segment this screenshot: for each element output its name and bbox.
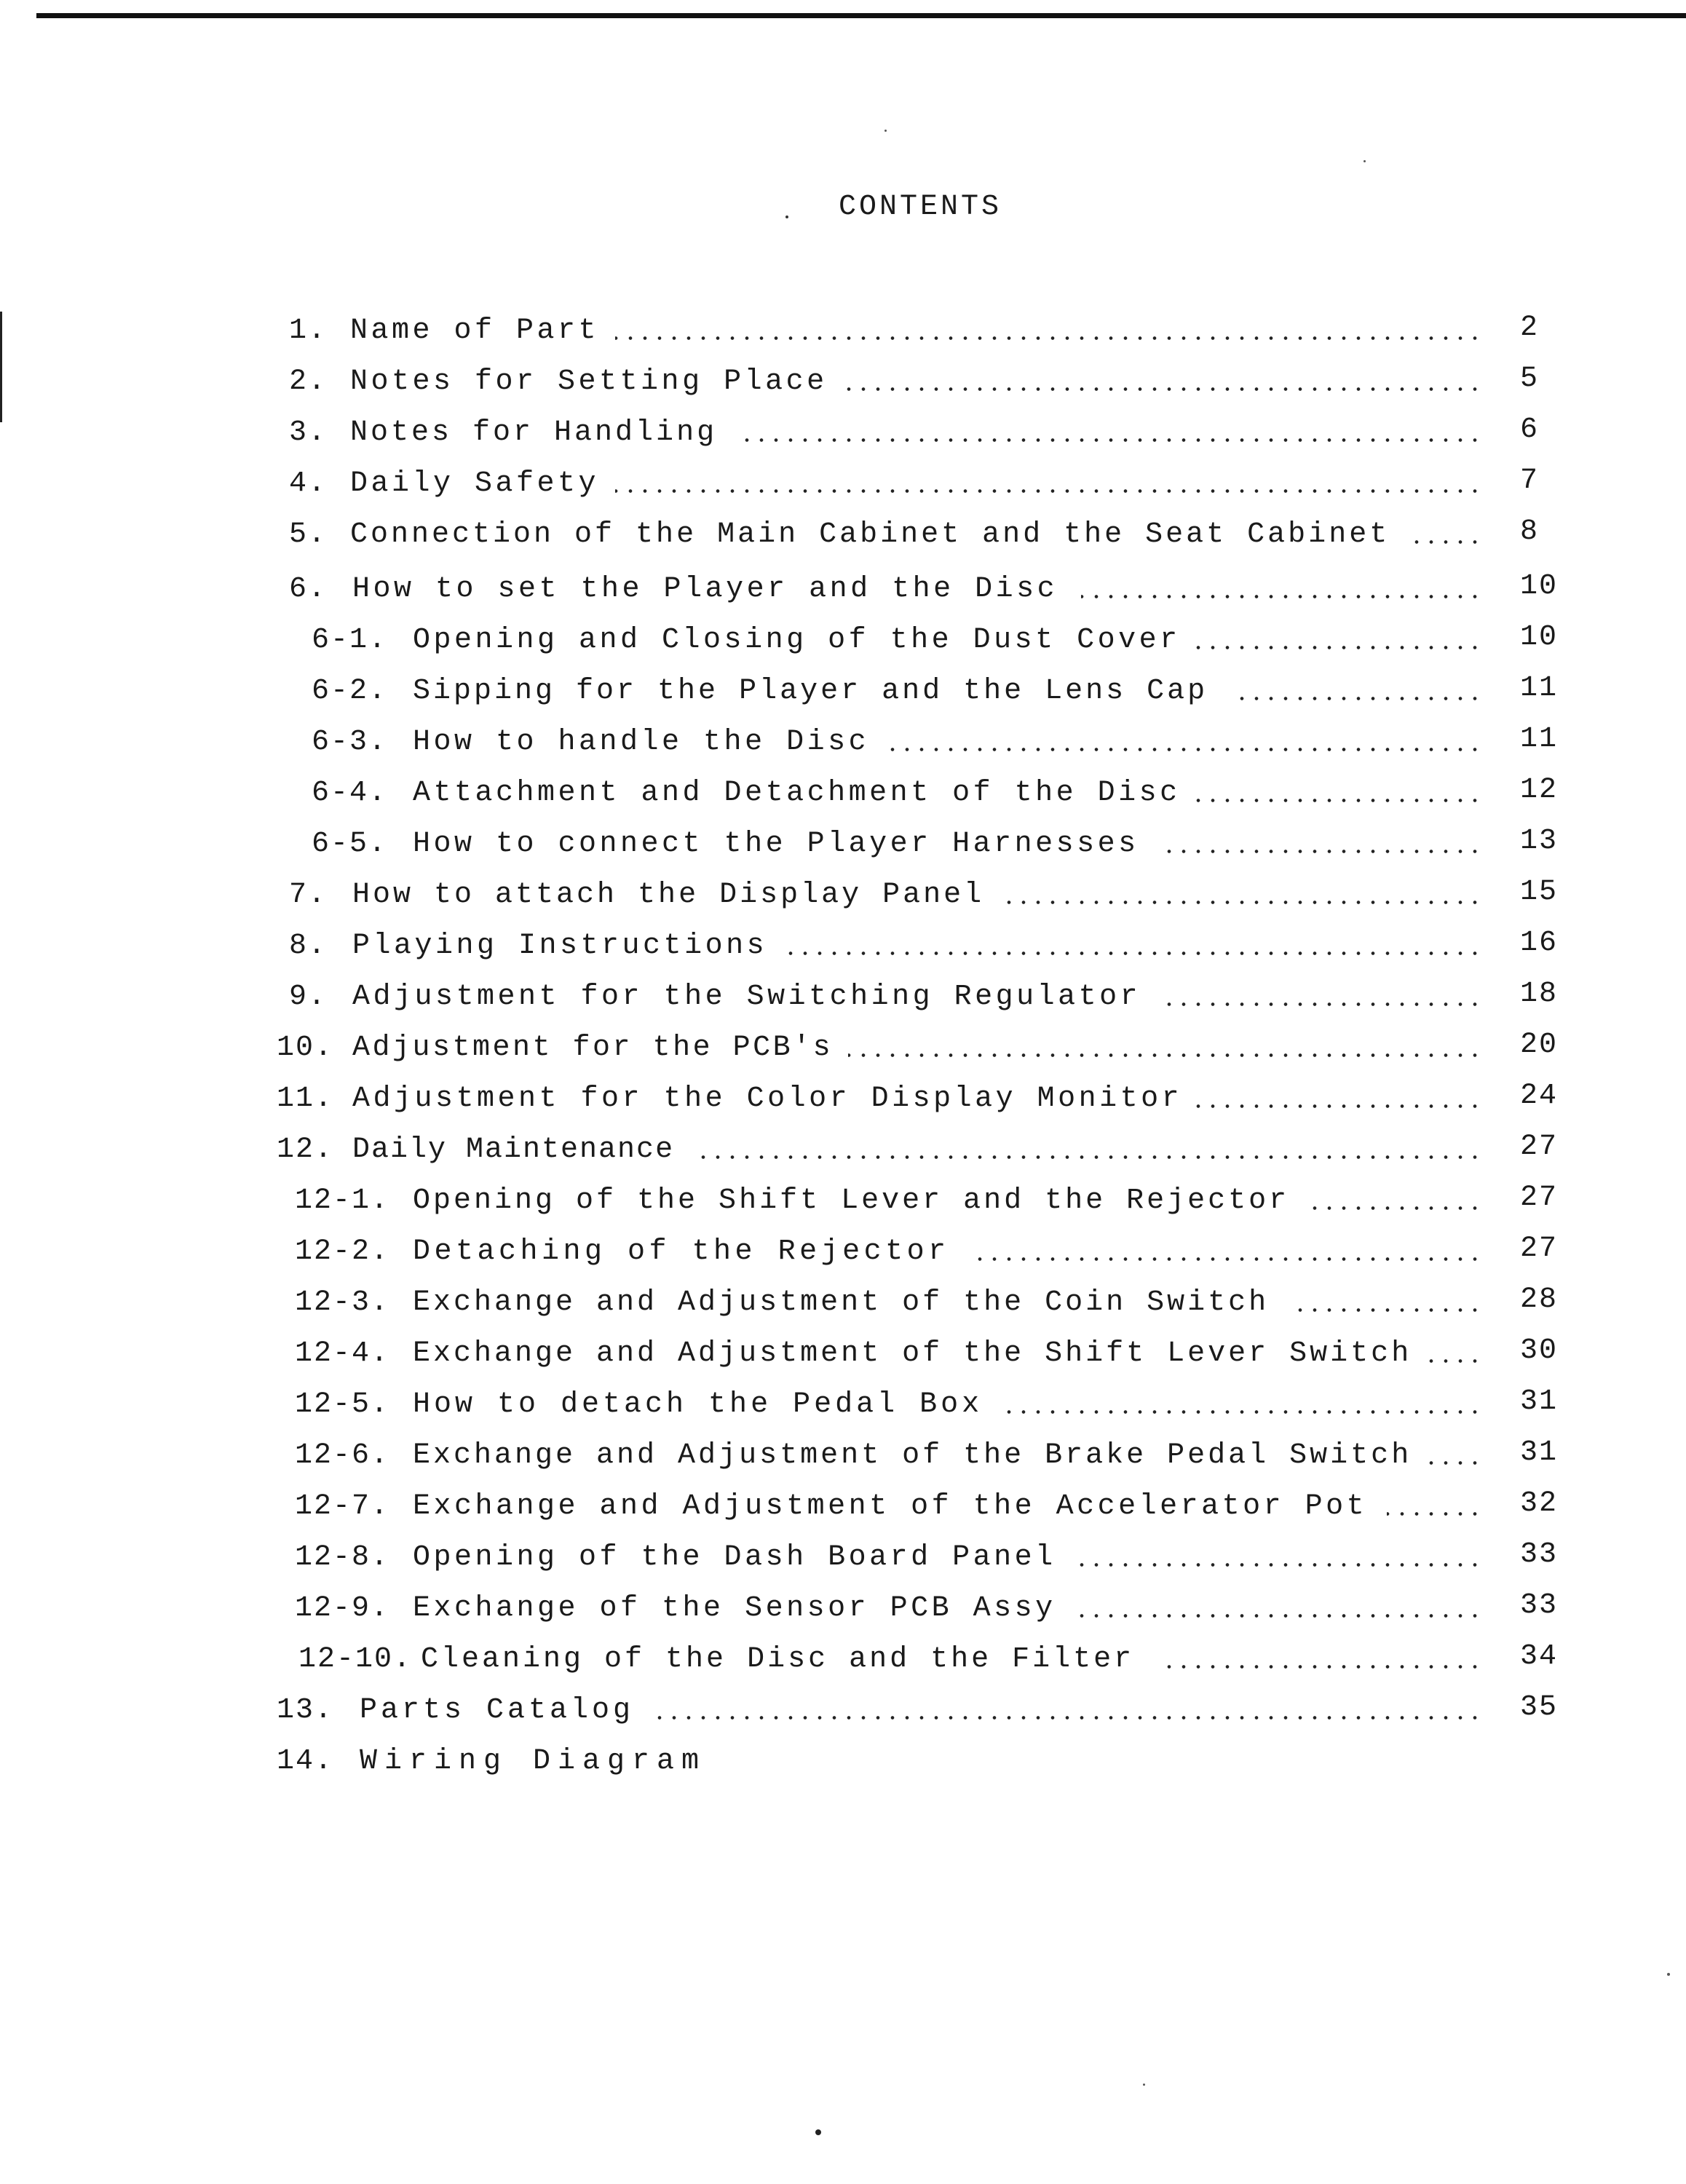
toc-entry-title: Playing Instructions <box>352 930 768 962</box>
toc-entry-title: Sipping for the Player and the Lens Cap <box>413 675 1208 708</box>
toc-entry-number: 7. <box>289 879 328 911</box>
toc-dot-leader <box>1196 799 1482 802</box>
toc-entry-page: 27 <box>1520 1233 1559 1265</box>
toc-entry-number: 14. <box>277 1745 334 1778</box>
toc-entry-page: 33 <box>1520 1589 1559 1622</box>
toc-dot-leader <box>1157 1002 1482 1006</box>
toc-entry-number: 12-4. <box>295 1337 390 1370</box>
toc-dot-leader <box>1005 901 1482 904</box>
toc-entry <box>0 1133 1686 1171</box>
page-speck <box>1364 160 1366 162</box>
toc-entry-number: 1. <box>289 314 328 347</box>
toc-entry-title: Exchange and Adjustment of the Shift Lever Switch <box>413 1337 1412 1370</box>
page-speck <box>884 130 887 132</box>
toc-entry-title: Exchange and Adjustment of the Accelerator Pot <box>413 1490 1368 1523</box>
toc-entry-number: 6-1. <box>312 624 388 657</box>
toc-entry-title: Detaching of the Rejector <box>413 1235 950 1268</box>
toc-entry-number: 3. <box>289 416 328 449</box>
toc-entry-number: 10. <box>277 1032 334 1064</box>
toc-entry-number: 9. <box>289 981 328 1013</box>
toc-dot-leader <box>1077 1614 1482 1618</box>
toc-entry-page: 20 <box>1520 1029 1559 1061</box>
toc-entry-title: How to handle the Disc <box>413 726 870 759</box>
toc-entry-title: Name of Part <box>350 314 600 347</box>
toc-entry <box>0 1080 1686 1120</box>
toc-dot-leader <box>615 336 1482 340</box>
toc-dot-leader <box>1196 1104 1482 1108</box>
toc-dot-leader <box>1001 1410 1482 1414</box>
toc-entry-title: Adjustment for the Switching Regulator <box>352 981 1141 1013</box>
toc-entry-title: Opening and Closing of the Dust Cover <box>413 624 1181 657</box>
toc-entry-number: 11. <box>277 1083 334 1115</box>
toc-entry <box>0 876 1686 917</box>
toc-entry-page: 13 <box>1520 825 1559 858</box>
toc-entry-title: Opening of the Dash Board Panel <box>413 1541 1056 1574</box>
toc-dot-leader <box>1427 1359 1482 1363</box>
toc-entry-title: Cleaning of the Disc and the Filter <box>421 1643 1135 1676</box>
toc-entry-page: 10 <box>1520 570 1559 603</box>
toc-dot-leader <box>1196 646 1482 649</box>
toc-entry-title: Adjustment for the PCB's <box>352 1032 834 1064</box>
toc-entry-number: 6. <box>289 573 328 606</box>
toc-entry <box>0 1184 1686 1222</box>
toc-entry <box>0 365 1686 403</box>
toc-entry-number: 2. <box>289 365 328 398</box>
toc-entry-number: 6-5. <box>312 828 388 860</box>
toc-entry-page: 35 <box>1520 1691 1559 1724</box>
toc-dot-leader <box>1157 1665 1482 1669</box>
toc-entry <box>0 1029 1686 1069</box>
toc-entry-page: 32 <box>1520 1487 1559 1520</box>
toc-entry-number: 6-3. <box>312 726 388 759</box>
toc-entry-page: 16 <box>1520 927 1559 960</box>
toc-entry-number: 12-2. <box>295 1235 390 1268</box>
toc-entry <box>0 1640 1686 1681</box>
toc-entry <box>0 416 1686 454</box>
toc-entry-title: How to attach the Display Panel <box>352 879 985 911</box>
toc-entry-title: Notes for Setting Place <box>350 365 828 398</box>
toc-entry-page: 10 <box>1520 621 1559 654</box>
toc-entry-number: 13. <box>277 1694 334 1727</box>
toc-entry-number: 12-10. <box>298 1643 413 1676</box>
toc-dot-leader <box>848 1053 1482 1057</box>
toc-dot-leader <box>1081 595 1482 598</box>
toc-dot-leader <box>1234 697 1482 700</box>
toc-entry-title: Parts Catalog <box>360 1694 635 1727</box>
toc-entry-number: 12-9. <box>295 1592 390 1625</box>
toc-entry <box>0 1691 1686 1732</box>
toc-entry-title: Adjustment for the Color Display Monitor <box>352 1083 1183 1115</box>
toc-entry-title: How to detach the Pedal Box <box>413 1388 984 1421</box>
page-speck <box>1667 1973 1670 1976</box>
toc-entry <box>0 1589 1686 1630</box>
toc-dot-leader <box>1292 1308 1482 1312</box>
toc-entry-page: 31 <box>1520 1436 1559 1469</box>
toc-dot-leader <box>786 951 1482 955</box>
page-speck <box>815 2129 821 2135</box>
toc-entry-page: 28 <box>1520 1283 1559 1316</box>
toc-dot-leader <box>968 1257 1482 1261</box>
toc-entry-page: 12 <box>1520 774 1559 807</box>
toc-dot-leader <box>1310 1206 1482 1210</box>
toc-entry-title: Opening of the Shift Lever and the Rejector <box>413 1184 1290 1217</box>
toc-entry-title: How to set the Player and the Disc <box>352 573 1058 606</box>
toc-entry <box>0 621 1686 662</box>
toc-dot-leader <box>735 438 1482 442</box>
toc-entry <box>0 1334 1686 1375</box>
toc-entry-page: 11 <box>1520 672 1559 705</box>
toc-dot-leader <box>652 1716 1482 1720</box>
toc-entry-title: Connection of the Main Cabinet and the Seat Cabinet <box>350 518 1390 551</box>
toc-entry <box>0 1385 1686 1426</box>
toc-entry-page: 27 <box>1520 1131 1559 1163</box>
toc-dot-leader <box>1412 540 1482 544</box>
toc-dot-leader <box>692 1155 1482 1159</box>
toc-entry-title: Daily Safety <box>350 467 600 500</box>
toc-entry-title: Exchange of the Sensor PCB Assy <box>413 1592 1056 1625</box>
toc-entry-title: Attachment and Detachment of the Disc <box>413 777 1181 810</box>
toc-entry-page: 34 <box>1520 1640 1559 1673</box>
toc-entry-page: 15 <box>1520 876 1559 909</box>
toc-entry-page: 33 <box>1520 1538 1559 1571</box>
toc-entry <box>0 723 1686 764</box>
toc-dot-leader <box>1427 1461 1482 1465</box>
toc-entry-number: 8. <box>289 930 328 962</box>
toc-entry-page: 24 <box>1520 1080 1559 1112</box>
toc-entry-number: 12-8. <box>295 1541 390 1574</box>
toc-entry-page: 27 <box>1520 1182 1559 1214</box>
toc-entry-number: 6-4. <box>312 777 388 810</box>
toc-entry-page: 7 <box>1520 464 1540 497</box>
toc-entry-title: Notes for Handling <box>350 416 718 449</box>
toc-entry-number: 12-6. <box>295 1439 390 1472</box>
toc-entry <box>0 1487 1686 1528</box>
toc-entry-title: Daily Maintenance <box>352 1133 675 1166</box>
toc-entry <box>0 825 1686 866</box>
toc-entry <box>0 774 1686 815</box>
toc-entry-number: 12. <box>277 1133 334 1166</box>
toc-dot-leader <box>884 748 1482 751</box>
toc-entry <box>0 515 1686 556</box>
toc-entry <box>0 1283 1686 1324</box>
toc-entry <box>0 1538 1686 1579</box>
toc-dot-leader <box>1157 850 1482 853</box>
toc-dot-leader <box>844 387 1482 391</box>
toc-entry <box>0 1436 1686 1477</box>
toc-entry-title: Exchange and Adjustment of the Coin Switch <box>413 1286 1270 1319</box>
toc-entry-title: Wiring Diagram <box>360 1745 707 1778</box>
toc-entry-title: How to connect the Player Harnesses <box>413 828 1139 860</box>
toc-entry <box>0 927 1686 968</box>
toc-dot-leader <box>1387 1512 1482 1516</box>
toc-entry-number: 12-5. <box>295 1388 390 1421</box>
toc-entry <box>0 464 1686 505</box>
toc-entry-title: Exchange and Adjustment of the Brake Pedal Switch <box>413 1439 1412 1472</box>
toc-entry-page: 31 <box>1520 1385 1559 1418</box>
toc-entry-page: 2 <box>1520 312 1540 344</box>
toc-entry-page: 30 <box>1520 1334 1559 1367</box>
toc-entry <box>0 570 1686 611</box>
toc-entry-number: 12-7. <box>295 1490 390 1523</box>
toc-entry-number: 5. <box>289 518 328 551</box>
toc-entry-number: 12-1. <box>295 1184 390 1217</box>
toc-entry <box>0 672 1686 713</box>
toc-entry-page: 11 <box>1520 723 1559 756</box>
toc-entry-page: 18 <box>1520 978 1559 1010</box>
toc-dot-leader <box>1077 1563 1482 1567</box>
toc-entry <box>0 978 1686 1018</box>
toc-entry <box>0 314 1686 352</box>
toc-entry-page: 6 <box>1520 414 1540 446</box>
toc-entry-number: 6-2. <box>312 675 388 708</box>
page-speck <box>1143 2084 1145 2086</box>
toc-entry-page: 8 <box>1520 515 1540 548</box>
toc-entry-page: 5 <box>1520 363 1540 395</box>
page-title: CONTENTS <box>839 191 1002 223</box>
toc-dot-leader <box>615 489 1482 493</box>
toc-entry-number: 12-3. <box>295 1286 390 1319</box>
toc-entry <box>0 1235 1686 1273</box>
toc-entry <box>0 1745 1686 1783</box>
toc-entry-number: 4. <box>289 467 328 500</box>
